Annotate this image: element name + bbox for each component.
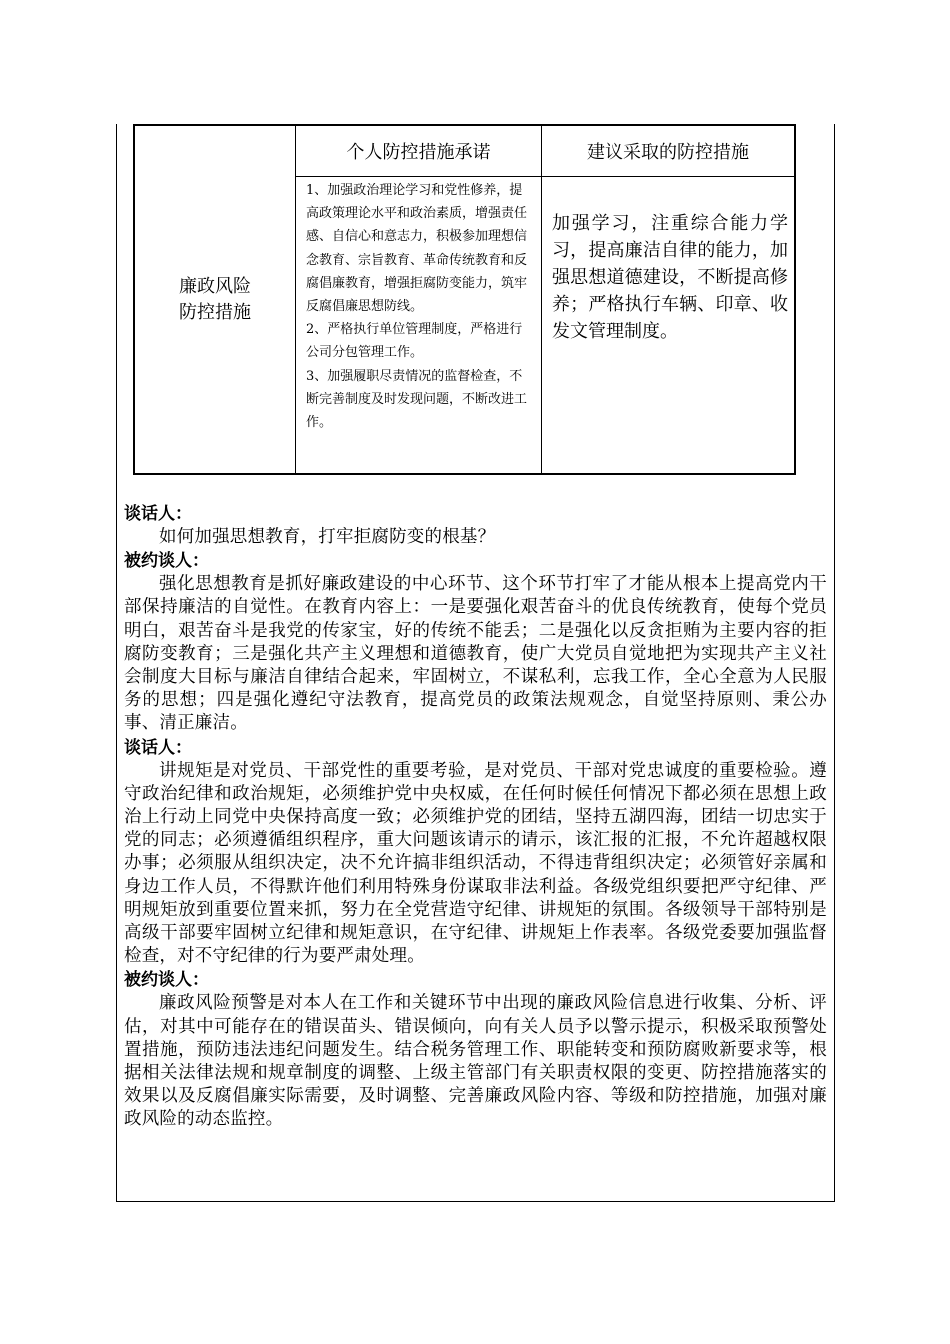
speaker-label: 被约谈人： <box>124 970 209 991</box>
dialogue-section <box>124 502 827 1132</box>
commitment-item: 1、加强政治理论学习和党性修养，提高政策理论水平和政治素质，增强责任感、自信心和意志力，积极参加理想信念教育、宗旨教育、革命传统教育和反腐倡廉教育，增强拒腐防变能力，筑牢反腐倡廉思想防线。 <box>306 183 528 315</box>
suggested-measures-text: 加强学习，注重综合能力学习，提高廉洁自律的能力，加强思想道德建设，不断提高修养；严格执行车辆、印章、收发文管理制度。 <box>552 213 788 342</box>
commitment-item: 3、加强履职尽责情况的监督检查，不断完善制度及时发现问题，不断改进工作。 <box>306 368 528 431</box>
dialogue-text: 强化思想教育是抓好廉政建设的中心环节、这个环节打牢了才能从根本上提高党内干部保持廉洁的自觉性。在教育内容上：一是要强化艰苦奋斗的优良传统教育，使每个党员明白，艰苦奋斗是我党的传家宝，好的传统不能丢；二是强化以反贪拒贿为主要内容的拒腐防变教育；三是强化共产主义理想和道德教育，使广大党员自觉地把为实现共产主义社会制度大目标与廉洁自律结合起来，牢固树立，不谋私利，忘我工作，全心全意为人民服务的思想；四是强化遵纪守法教育，提高党员的政策法规观念，自觉坚持原则、秉公办事、清正廉洁。 <box>124 574 827 734</box>
row-label-line: 廉政风险 <box>179 275 251 297</box>
row-label-line: 防控措施 <box>179 301 251 323</box>
speaker-label: 谈话人： <box>124 504 192 524</box>
dialogue-text: 讲规矩是对党员、干部党性的重要考验，是对党员、干部对党忠诚度的重要检验。遵守政治纪律和政治规矩，必须维护党中央权威，在任何时候任何情况下都必须在思想上政治上行动上同党中央保持高度一致；必须维护党的团结，坚持五湖四海，团结一切忠实于党的同志；必须遵循组织程序，重大问题该请示的请示，该汇报的汇报，不允许超越权限办事；必须服从组织决定，决不允许搞非组织活动，不得违背组织决定；必须管好亲属和身边工作人员，不得默许他们利用特殊身份谋取非法利益。各级党组织要把严守纪律、严明规矩放到重要位置来抓，努力在全党营造守纪律、讲规矩的氛围。各级领导干部特别是高级干部要牢固树立纪律和规矩意识，在守纪律、讲规矩上作表率。各级党委要加强监督检查，对不守纪律的行为要严肃处理。 <box>124 760 827 967</box>
row-label <box>135 126 295 473</box>
column-header-personal: 个人防控措施承诺 <box>346 142 491 163</box>
column-header-suggested: 建议采取的防控措施 <box>587 142 749 163</box>
speaker-label: 被约谈人： <box>124 551 209 572</box>
dialogue-text: 如何加强思想教育，打牢拒腐防变的根基？ <box>159 527 496 547</box>
speaker-label: 谈话人： <box>124 737 192 758</box>
dialogue-text: 廉政风险预警是对本人在工作和关键环节中出现的廉政风险信息进行收集、分析、评估，对其中可能存在的错误苗头、错误倾向，向有关人员予以警示提示，积极采取预警处置措施，预防违法违纪问题发生。结合税务管理工作、职能转变和预防腐败新要求等，根据相关法律法规和规章制度的调整、上级主管部门有关职责权限的变更、防控措施落实的效果以及反腐倡廉实际需要，及时调整、完善廉政风险内容、等级和防控措施，加强对廉政风险的动态监控。 <box>124 993 827 1130</box>
suggested-measures <box>542 177 794 345</box>
risk-control-table <box>133 124 796 475</box>
personal-commitments <box>296 177 541 434</box>
commitment-item: 2、严格执行单位管理制度，严格进行公司分包管理工作。 <box>306 322 523 361</box>
